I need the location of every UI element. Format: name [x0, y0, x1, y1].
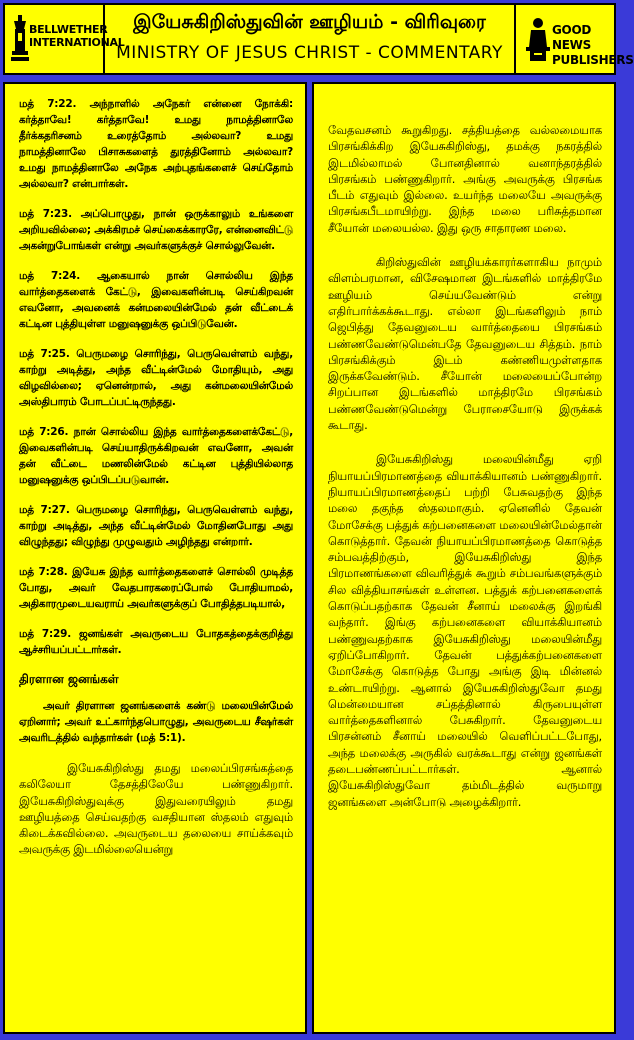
bellwether-logo: [5, 5, 125, 73]
verse-7-26: மத் 7:26. நான் சொல்லிய இந்த வார்த்தைகளைக்கேட்டு, இவைகளின்படி செய்யாதிருக்கிறவன் எவனோ, அவன் தன் வீட்டை மணலின்மேல் கட்டின புத்தியில்லாத மனுஷனுக்கு ஒப்பிடப்படுவான்.: [19, 426, 293, 486]
right-column: [312, 82, 616, 1034]
preacher-icon: [526, 17, 550, 63]
page-title-tamil: இயேசுகிறிஸ்துவின் ஊழியம் - விரிவுரை: [133, 11, 486, 33]
verse-7-23: மத் 7:23. அப்பொழுது, நான் ஒருக்காலும் உங்களை அறியவில்லை; அக்கிரமச் செய்கைக்காரரே, என்னைவிட்டு அகன்றுபோங்கள் என்று அவர்களுக்குச் சொல்லுவேன்.: [19, 208, 293, 252]
commentary-paragraph: இயேசுகிறிஸ்து தமது மலைப்பிரசங்கத்தை கலிலேயா தேசத்திலேயே பண்ணுகிறார். இயேசுகிறிஸ்துவுக்கு இதுவரையிலும் தமது ஊழியத்தை செய்வதற்கு வசதியான ஸ்தலம் எதுவும் கிடைக்கவில்லை. அவருடைய தலையை சாய்க்கவும் அவருக்கு இடமில்லையென்று: [19, 761, 293, 857]
page-title-english: MINISTRY OF JESUS CHRIST - COMMENTARY: [116, 43, 503, 63]
commentary-paragraph-continued: வேதவசனம் கூறுகிறது. சத்தியத்தை வல்லமையாக பிரசங்கிக்கிற இயேசுகிறிஸ்து, தமக்கு நகரத்தில் இடமில்லாமல் போனதினால் வனாந்தரத்தில் பிரசங்கம் பண்ணுகிறார். அங்கு அவருக்கு பிரசங்க பீடம் எதுவும் இல்லை. உயர்ந்த மலையே அவருக்கு பிரசங்கபீடமாயிற்று. இந்த மலை பரிசுத்தமான சீயோன் மலையல்ல. இது ஒரு சாதாரண மலை.: [328, 123, 602, 235]
verse-7-29: மத் 7:29. ஜனங்கள் அவருடைய போதகத்தைக்குறித்து ஆச்சரியப்பட்டார்கள்.: [19, 628, 293, 656]
header-banner: [3, 3, 634, 75]
verse-7-24: மத் 7:24. ஆகையால் நான் சொல்லிய இந்த வார்த்தைகளைக் கேட்டு, இவைகளின்படி செய்கிறவன் எவனோ, அவனைக் கன்மலையின்மேல் தன் வீட்டைக் கட்டின புத்தியுள்ள மனுஷனுக்கு ஒப்பிடுவேன்.: [19, 270, 293, 330]
section-heading: திரளான ஜனங்கள்: [19, 672, 119, 686]
commentary-paragraph: இயேசுகிறிஸ்து மலையின்மீது ஏறி நியாயப்பிரமாணத்தை வியாக்கியானம் பண்ணுகிறார். நியாயப்பிரமாணத்தைப் பற்றி பேசுவதற்கு இந்த மலை தகுந்த ஸ்தலமாகும். ஏனெனில் தேவன் மோசேக்கு பத்துக் கற்பனைகளை மலையின்மேல்தான் கொடுத்தார். தேவன் நியாயப்பிரமாணத்தை கொடுத்த சம்பவத்திற்கும், இயேசுகிறிஸ்து இந்த பிரமாணங்களை விவரித்துக் கூறும் சம்பவங்களுக்கும் சில வித்தியாசங்கள் உள்ளன. பத்துக் கற்பனைகளைக் கொடுப்பதற்காக தேவன் சீனாய் மலைக்கு இறங்கி வந்தார். இங்கு கற்பனைகளை வியாக்கியானம் பண்ணுவதற்காக இயேசுகிறிஸ்து மலையின்மீது ஏறிப்போகிறார். தேவன் பத்துக்கற்பனைகளை மோசேக்கு கொடுத்த போது அங்கு இடி மின்னல் உண்டாயிற்று. ஆனால் இயேசுகிறிஸ்துவோ தமது மென்மையான சப்தத்தினால் கிருபையுள்ள வார்த்தைகளினால் பேசுகிறார். தேவனுடைய பிரசன்னம் சீனாய் மலையில் வெளிப்பட்டபோது, அந்த மலைக்கு அருகில் வரக்கூடாது என்று ஜனங்கள் தடைபண்ணப்பட்டார்கள். ஆனால் இயேசுகிறிஸ்துவோ தம்மிடத்தில் வருமாறு ஜனங்களை அன்போடு அழைக்கிறார்.: [328, 452, 602, 809]
good-news-logo: [514, 5, 634, 73]
logo-right-line2: PUBLISHERS: [552, 53, 634, 67]
logo-left-line1: BELLWETHER: [29, 23, 108, 36]
verse-7-28: மத் 7:28. இயேசு இந்த வார்த்தைகளைச் சொல்லி முடித்த போது, அவர் வேதபாரகரைப்போல் போதியாமல், அதிகாரமுடையவராய் அவர்களுக்குப் போதித்தபடியால்,: [19, 566, 293, 610]
intro-verse: அவர் திரளான ஜனங்களைக் கண்டு மலையின்மேல் ஏறினார்; அவர் உட்கார்ந்தபொழுது, அவருடைய சீஷர்கள் அவரிடத்தில் வந்தார்கள் (மத் 5:1).: [19, 700, 293, 744]
bell-tower-icon: [11, 15, 29, 63]
verse-7-27: மத் 7:27. பெருமழை சொரிந்து, பெருவெள்ளம் வந்து, காற்று அடித்து, அந்த வீட்டின்மேல் மோதினபோது அது விழுந்தது; விழுந்து முழுவதும் அழிந்தது என்றார்.: [19, 504, 293, 548]
logo-right-line1: GOOD NEWS: [552, 23, 592, 52]
left-column: [3, 82, 307, 1034]
commentary-paragraph: கிறிஸ்துவின் ஊழியக்காரர்களாகிய நாமும் விளம்பரமான, விசேஷமான இடங்களில் மாத்திரமே ஊழியம் செய்யவேண்டும் என்று எதிர்பார்க்கக்கூடாது. எல்லா இடங்களிலும் நாம் ஜெபித்து தேவனுடைய வார்த்தையை பிரசங்கம் பண்ணவேண்டுமென்பதே தேவனுடைய சித்தம். நாம் பிரசங்கிக்கும் இடம் கண்ணியமுள்ளதாக இருக்கவேண்டும். சீயோன் மலையைப்போன்ற சிறப்பான இடங்களில் மாத்திரமே பிரசங்கம் பண்ணவேண்டுமென்று பேராசையோடு இருக்கக் கூடாது.: [328, 255, 602, 433]
verse-7-22: மத் 7:22. அந்நாளில் அநேகர் என்னை நோக்கி: கர்த்தாவே! கர்த்தாவே! உமது நாமத்தினாலே தீர்க்கதரிசனம் உரைத்தோம் அல்லவா? உமது நாமத்தினாலே பிசாசுகளைத் துரத்தினோம் அல்லவா? உமது நாமத்தினாலே அநேக அற்புதங்களைச் செய்தோம் அல்லவா? என்பார்கள்.: [19, 98, 293, 190]
verse-7-25: மத் 7:25. பெருமழை சொரிந்து, பெருவெள்ளம் வந்து, காற்று அடித்து, அந்த வீட்டின்மேல் மோதியும், அது விழவில்லை; ஏனென்றால், அது கன்மலையின்மேல் அஸ்திபாரம் போடப்பட்டிருந்தது.: [19, 348, 293, 408]
logo-left-line2: INTERNATIONAL: [29, 36, 125, 49]
